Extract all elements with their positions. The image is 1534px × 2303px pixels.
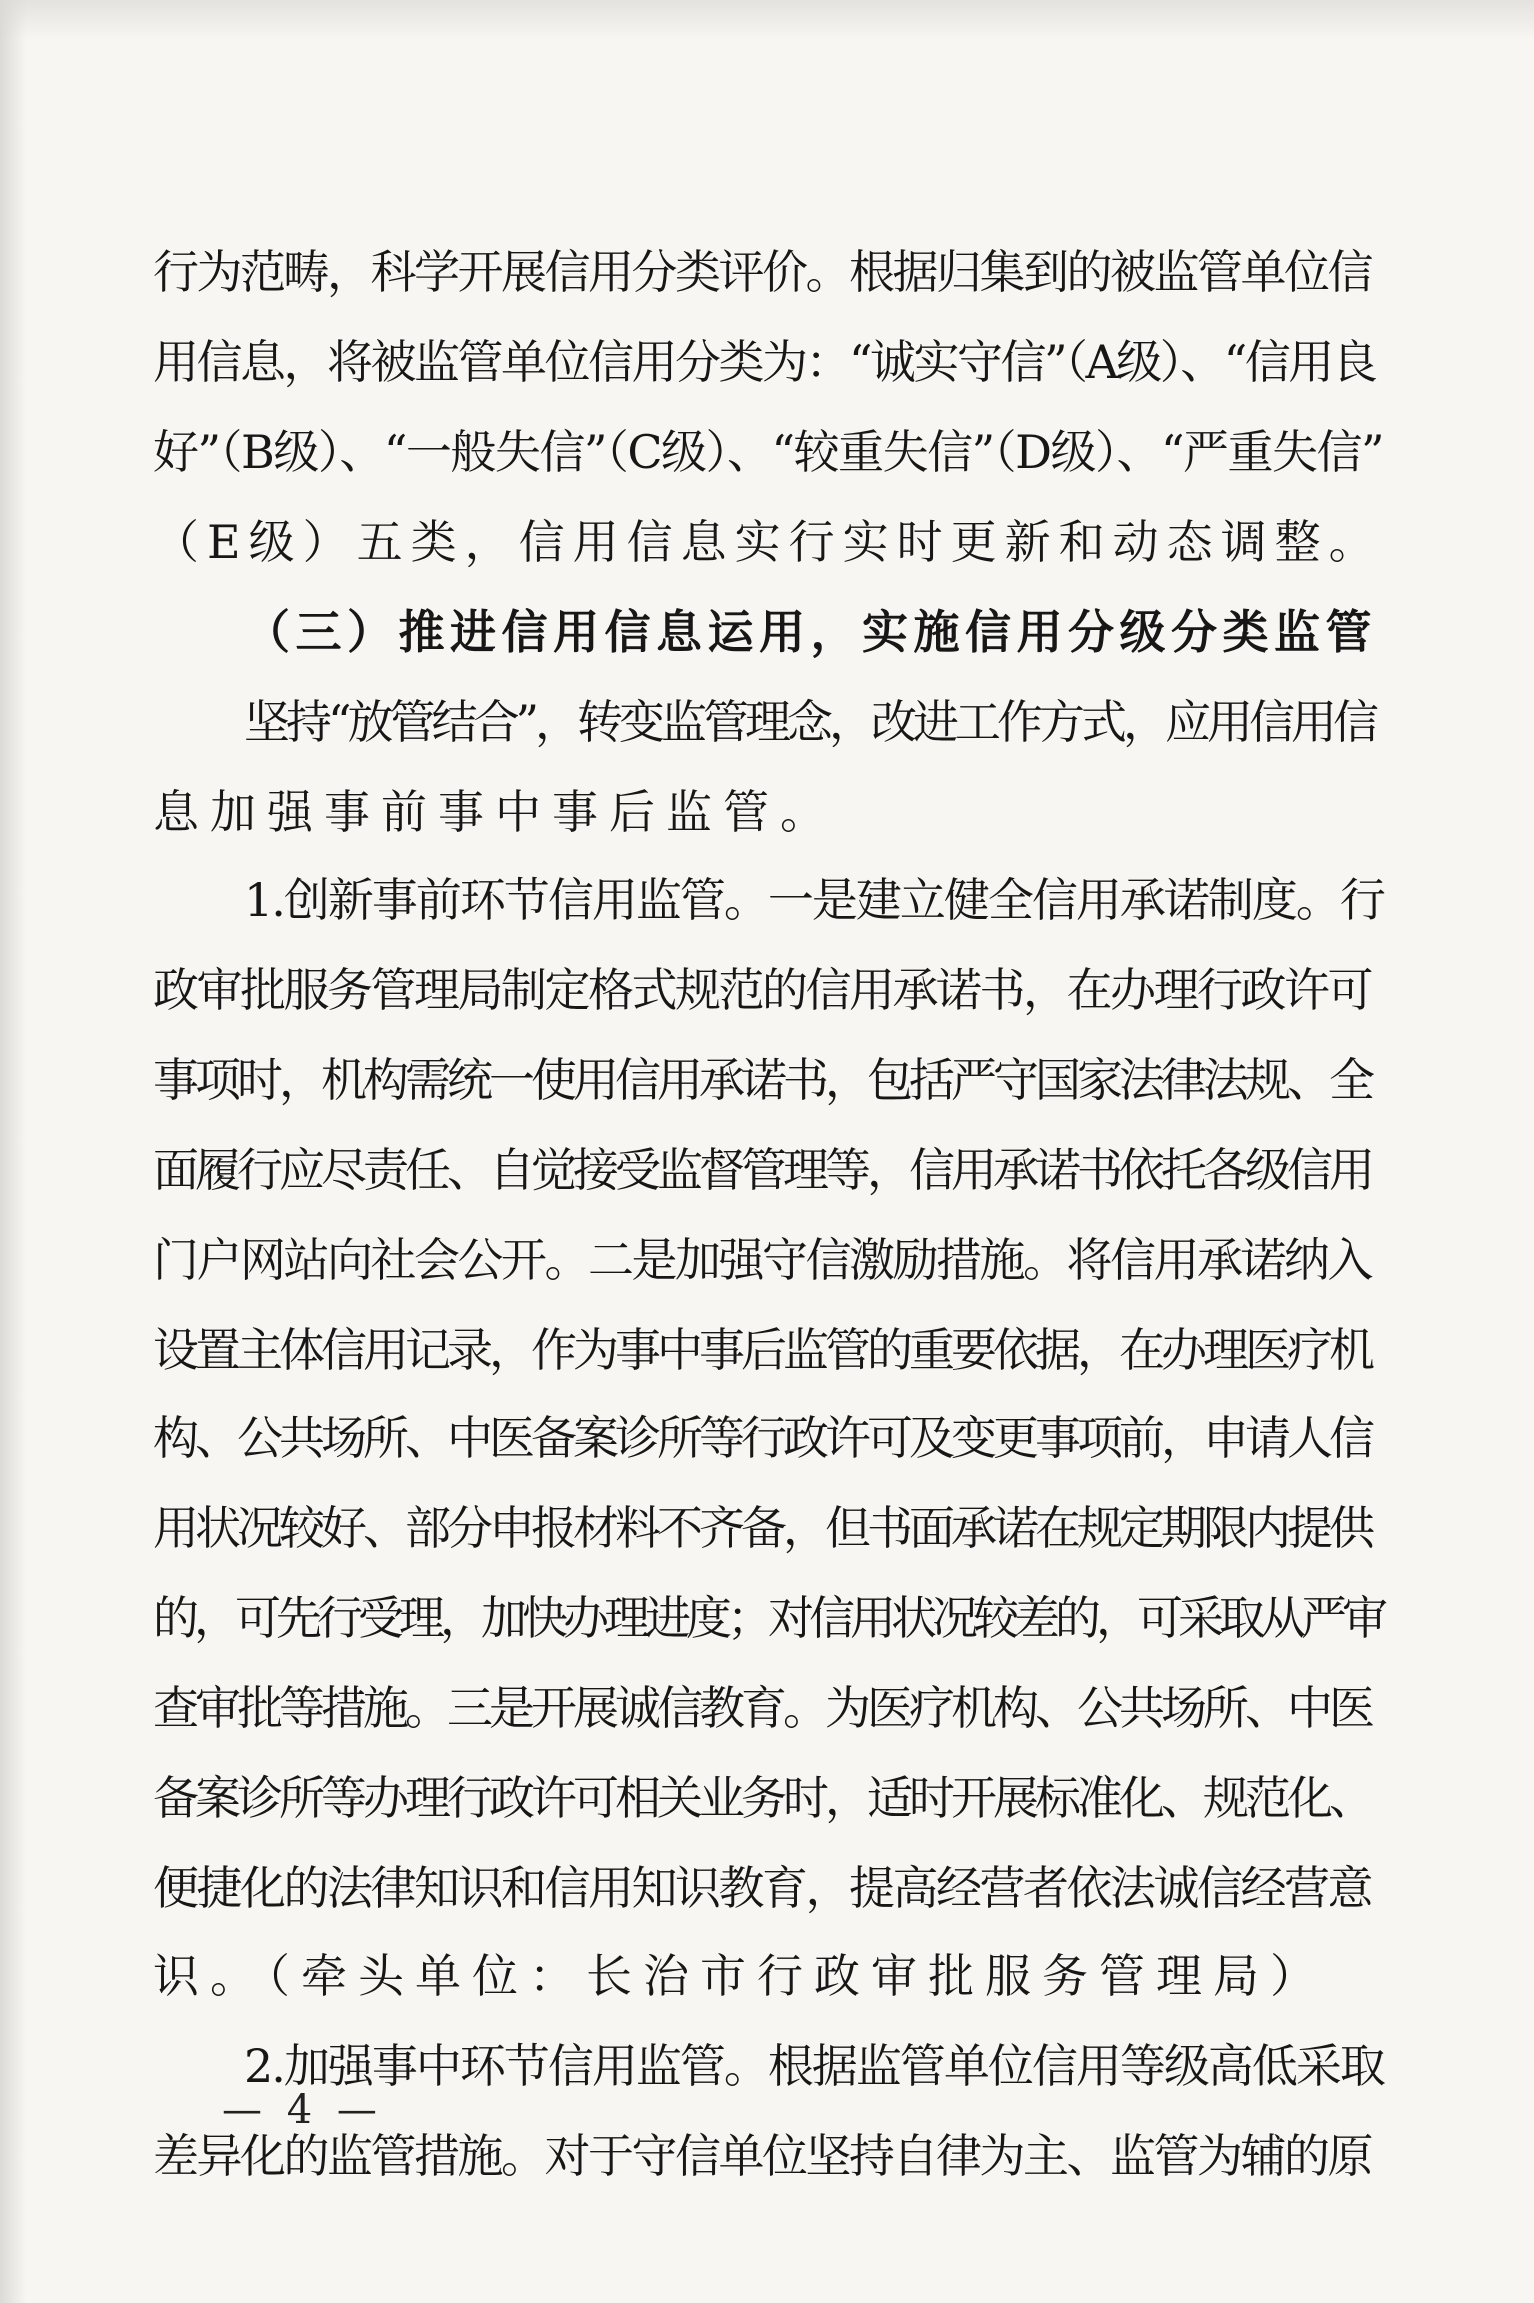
paragraph-line: 2.加强事中环节信用监管。根据监管单位信用等级高低采取 (244, 2039, 1384, 2093)
paragraph-line: 查审批等措施。三是开展诚信教育。为医疗机构、公共场所、中医 (153, 1681, 1371, 1735)
paragraph-line: 1.创新事前环节信用监管。一是建立健全信用承诺制度。行 (244, 873, 1384, 927)
paragraph-line: 用信息，将被监管单位信用分类为：“诚实守信”（A级）、“信用良 (153, 335, 1376, 389)
paragraph-line: 备案诊所等办理行政许可相关业务时，适时开展标准化、规范化、 (153, 1771, 1371, 1825)
paragraph-line: 差异化的监管措施。对于守信单位坚持自律为主、监管为辅的原 (153, 2129, 1371, 2183)
paragraph-line: 行为范畴，科学开展信用分类评价。根据归集到的被监管单位信 (153, 245, 1371, 299)
paragraph-line: 识。（牵头单位：长治市行政审批服务管理局） (153, 1949, 1327, 2003)
paragraph-line: （E级）五类，信用信息实行实时更新和动态调整。 (153, 515, 1383, 569)
paragraph-line: 用状况较好、部分申报材料不齐备，但书面承诺在规定期限内提供 (153, 1501, 1371, 1555)
paragraph-line: 政审批服务管理局制定格式规范的信用承诺书，在办理行政许可 (153, 963, 1371, 1017)
paragraph-line: 设置主体信用记录，作为事中事后监管的重要依据，在办理医疗机 (153, 1323, 1371, 1377)
paragraph-line: 好”（B级）、“一般失信”（C级）、“较重失信”（D级）、“严重失信” (153, 425, 1383, 479)
paragraph-line: 坚持“放管结合”，转变监管理念，改进工作方式，应用信用信 (244, 695, 1376, 749)
page-number: — 4 — (222, 2087, 383, 2133)
paragraph-line: 便捷化的法律知识和信用知识教育，提高经营者依法诚信经营意 (153, 1861, 1371, 1915)
paragraph-line: 面履行应尽责任、自觉接受监督管理等，信用承诺书依托各级信用 (153, 1143, 1371, 1197)
paragraph-line: 事项时，机构需统一使用信用承诺书，包括严守国家法律法规、全 (153, 1053, 1371, 1107)
paragraph-line: 的，可先行受理，加快办理进度；对信用状况较差的，可采取从严审 (153, 1591, 1383, 1645)
paragraph-line: 构、公共场所、中医备案诊所等行政许可及变更事项前，申请人信 (153, 1411, 1371, 1465)
section-heading: （三）推进信用信息运用，实施信用分级分类监管 (244, 605, 1377, 659)
paragraph-line: 门户网站向社会公开。二是加强守信激励措施。将信用承诺纳入 (153, 1233, 1371, 1287)
paragraph-line: 息加强事前事中事后监管。 (153, 785, 837, 839)
